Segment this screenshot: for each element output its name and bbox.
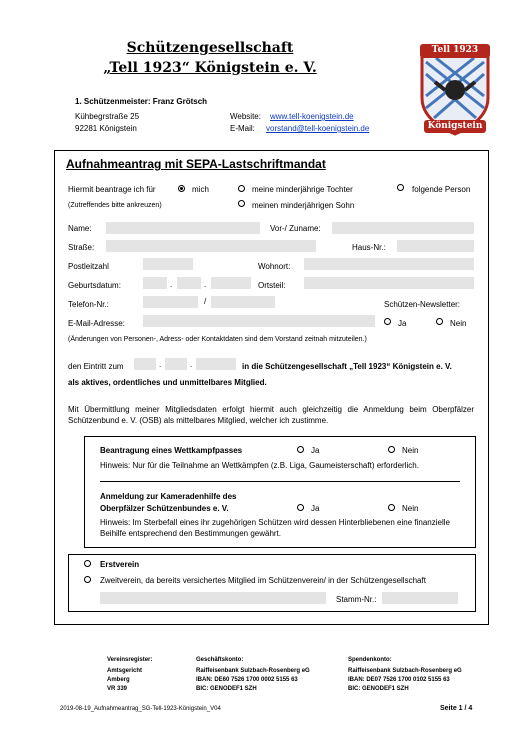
radio-second-club[interactable] bbox=[84, 576, 91, 583]
radio-first-club[interactable] bbox=[84, 560, 91, 567]
city-field[interactable] bbox=[304, 258, 474, 270]
apply-for-label: Hiermit beantrage ich für bbox=[68, 185, 156, 194]
aid-title1: Anmeldung zur Kameradenhilfe des bbox=[100, 492, 237, 501]
name-field[interactable] bbox=[106, 222, 260, 234]
phone-separator: / bbox=[204, 297, 207, 306]
email-label-form: E-Mail-Adresse: bbox=[68, 319, 125, 328]
aid-no-label: Nein bbox=[402, 504, 419, 513]
footer-don-1: Raiffeisenbank Sulzbach-Rosenberg eG bbox=[348, 668, 462, 674]
address-city: 92281 Königstein bbox=[75, 124, 137, 133]
house-no-field[interactable] bbox=[397, 240, 474, 252]
form-title: Aufnahmeantrag mit SEPA-Lastschriftmandat bbox=[66, 157, 326, 171]
website-label: Website: bbox=[230, 112, 261, 121]
other-club-field[interactable] bbox=[100, 592, 326, 604]
email-link[interactable]: vorstand@tell-koenigstein.de bbox=[266, 124, 370, 133]
birthdate-label: Geburtsdatum: bbox=[68, 281, 121, 290]
hint-tick: (Zutreffendes bitte ankreuzen) bbox=[68, 202, 162, 209]
aid-yes-label: Ja bbox=[311, 504, 320, 513]
first-club-label: Erstverein bbox=[100, 560, 140, 569]
firstname-field[interactable] bbox=[332, 222, 474, 234]
date-separator: . bbox=[170, 280, 173, 289]
club-name-line1: Schützengesellschaft bbox=[126, 40, 294, 56]
aid-title2: Oberpfälzer Schützenbundes e. V. bbox=[100, 504, 229, 513]
phone-number-field[interactable] bbox=[211, 296, 275, 308]
pass-title: Beantragung eines Wettkampfpasses bbox=[100, 446, 243, 455]
zip-field[interactable] bbox=[143, 258, 193, 270]
entry-day-field[interactable] bbox=[134, 358, 156, 370]
address-street: Kühbegrstraße 25 bbox=[75, 112, 140, 121]
logo-text-bottom: Königstein bbox=[427, 121, 483, 131]
radio-son[interactable] bbox=[238, 200, 245, 207]
date-separator: . bbox=[204, 280, 207, 289]
district-label: Ortsteil: bbox=[258, 281, 286, 290]
district-field[interactable] bbox=[304, 277, 474, 289]
transfer-text: Mit Übermittlung meiner Mitgliedsdaten erfolgt hiermit auch gleichzeitig die Anmeldung beim Oberpfälzer Schützenbund e. V. (OSB) als mittelbares Mitglied, welcher ich zustimme. bbox=[68, 405, 474, 425]
logo-text-top: Tell 1923 bbox=[431, 45, 479, 55]
box-divider bbox=[100, 481, 460, 482]
radio-me[interactable] bbox=[178, 185, 185, 192]
entry-pre: den Eintritt zum bbox=[68, 362, 124, 371]
second-club-label: Zweitverein, da bereits versichertes Mitglied im Schützenverein/ in der Schützengesellschaft bbox=[100, 576, 426, 585]
entry-year-field[interactable] bbox=[196, 358, 236, 370]
website-link[interactable]: www.tell-koenigstein.de bbox=[270, 112, 354, 121]
chairman: 1. Schützenmeister: Franz Grötsch bbox=[75, 97, 208, 106]
firstname-label: Vor-/ Zuname: bbox=[270, 224, 321, 233]
footer-don-3: BIC: GENODEF1 SZH bbox=[348, 686, 409, 692]
footer-don-title: Spendenkonto: bbox=[348, 657, 392, 663]
house-no-label: Haus-Nr.: bbox=[352, 243, 386, 252]
newsletter-yes-label: Ja bbox=[398, 319, 407, 328]
radio-daughter[interactable] bbox=[238, 185, 245, 192]
footer-biz-1: Raiffeisenbank Sulzbach-Rosenberg eG bbox=[196, 668, 310, 674]
phone-prefix-field[interactable] bbox=[143, 296, 198, 308]
footer-reg-1: Amtsgericht bbox=[107, 668, 143, 674]
member-no-label: Stamm-Nr.: bbox=[336, 595, 377, 604]
birth-day-field[interactable] bbox=[143, 277, 167, 289]
opt-daughter-label: meine minderjährige Tochter bbox=[252, 185, 353, 194]
radio-pass-no[interactable] bbox=[388, 446, 395, 453]
footer-page: Seite 1 / 4 bbox=[440, 705, 473, 712]
pass-yes-label: Ja bbox=[311, 446, 320, 455]
footer-reg-2: Amberg bbox=[107, 677, 130, 683]
email-field[interactable] bbox=[143, 315, 375, 327]
radio-aid-no[interactable] bbox=[388, 504, 395, 511]
footer-don-2: IBAN: DE07 7526 1700 0102 5155 63 bbox=[348, 677, 450, 683]
radio-aid-yes[interactable] bbox=[297, 504, 304, 511]
radio-pass-yes[interactable] bbox=[297, 446, 304, 453]
member-no-field[interactable] bbox=[382, 592, 458, 604]
radio-person[interactable] bbox=[397, 184, 404, 191]
footer-biz-title: Geschäftskonto: bbox=[196, 657, 244, 663]
radio-newsletter-yes[interactable] bbox=[384, 318, 391, 325]
change-note: (Änderungen von Personen-, Adress- oder Kontaktdaten sind dem Vorstand zeitnah mitzuteilen.) bbox=[68, 336, 367, 343]
pass-no-label: Nein bbox=[402, 446, 419, 455]
phone-label: Telefon-Nr.: bbox=[68, 300, 109, 309]
opt-son-label: meinen minderjährigen Sohn bbox=[252, 201, 355, 210]
city-label: Wohnort: bbox=[258, 262, 291, 271]
footer-reg-title: Vereinsregister: bbox=[107, 657, 153, 663]
opt-person-label: folgende Person bbox=[412, 185, 471, 194]
entry-post: in die Schützengesellschaft „Tell 1923“ Königstein e. V. bbox=[242, 362, 452, 371]
street-label: Straße: bbox=[68, 243, 95, 252]
club-name-line2: „Tell 1923“ Königstein e. V. bbox=[103, 60, 317, 76]
aid-hint: Hinweis: Im Sterbefall eines ihr zugehörigen Schützen wird dessen Hinterbliebenen eine finanzielle Beihilfe entsprechend den Bestimmungen gewährt. bbox=[100, 518, 450, 538]
email-label: E-Mail: bbox=[230, 124, 255, 133]
newsletter-label: Schützen-Newsletter: bbox=[384, 300, 461, 309]
club-logo bbox=[410, 38, 500, 138]
name-label: Name: bbox=[68, 224, 92, 233]
birth-year-field[interactable] bbox=[211, 277, 251, 289]
pass-hint: Hinweis: Nur für die Teilnahme an Wettkämpfen (z.B. Liga, Gaumeisterschaft) erforderlich. bbox=[100, 461, 419, 470]
opt-me-label: mich bbox=[192, 185, 209, 194]
footer-biz-3: BIC: GENODEF1 SZH bbox=[196, 686, 257, 692]
date-separator: . bbox=[190, 360, 193, 369]
newsletter-no-label: Nein bbox=[450, 319, 467, 328]
entry-month-field[interactable] bbox=[165, 358, 187, 370]
date-separator: . bbox=[159, 360, 162, 369]
street-field[interactable] bbox=[106, 240, 316, 252]
entry-line2: als aktives, ordentliches und unmittelbares Mitglied. bbox=[68, 378, 267, 387]
footer-filename: 2019-08-19_Aufnahmeantrag_SG-Tell-1923-Königstein_V04 bbox=[60, 706, 221, 712]
footer-reg-3: VR 339 bbox=[107, 686, 128, 692]
zip-label: Postleitzahl bbox=[68, 262, 109, 271]
footer-biz-2: IBAN: DE60 7526 1700 0002 5155 63 bbox=[196, 677, 298, 683]
birth-month-field[interactable] bbox=[177, 277, 201, 289]
radio-newsletter-no[interactable] bbox=[436, 318, 443, 325]
